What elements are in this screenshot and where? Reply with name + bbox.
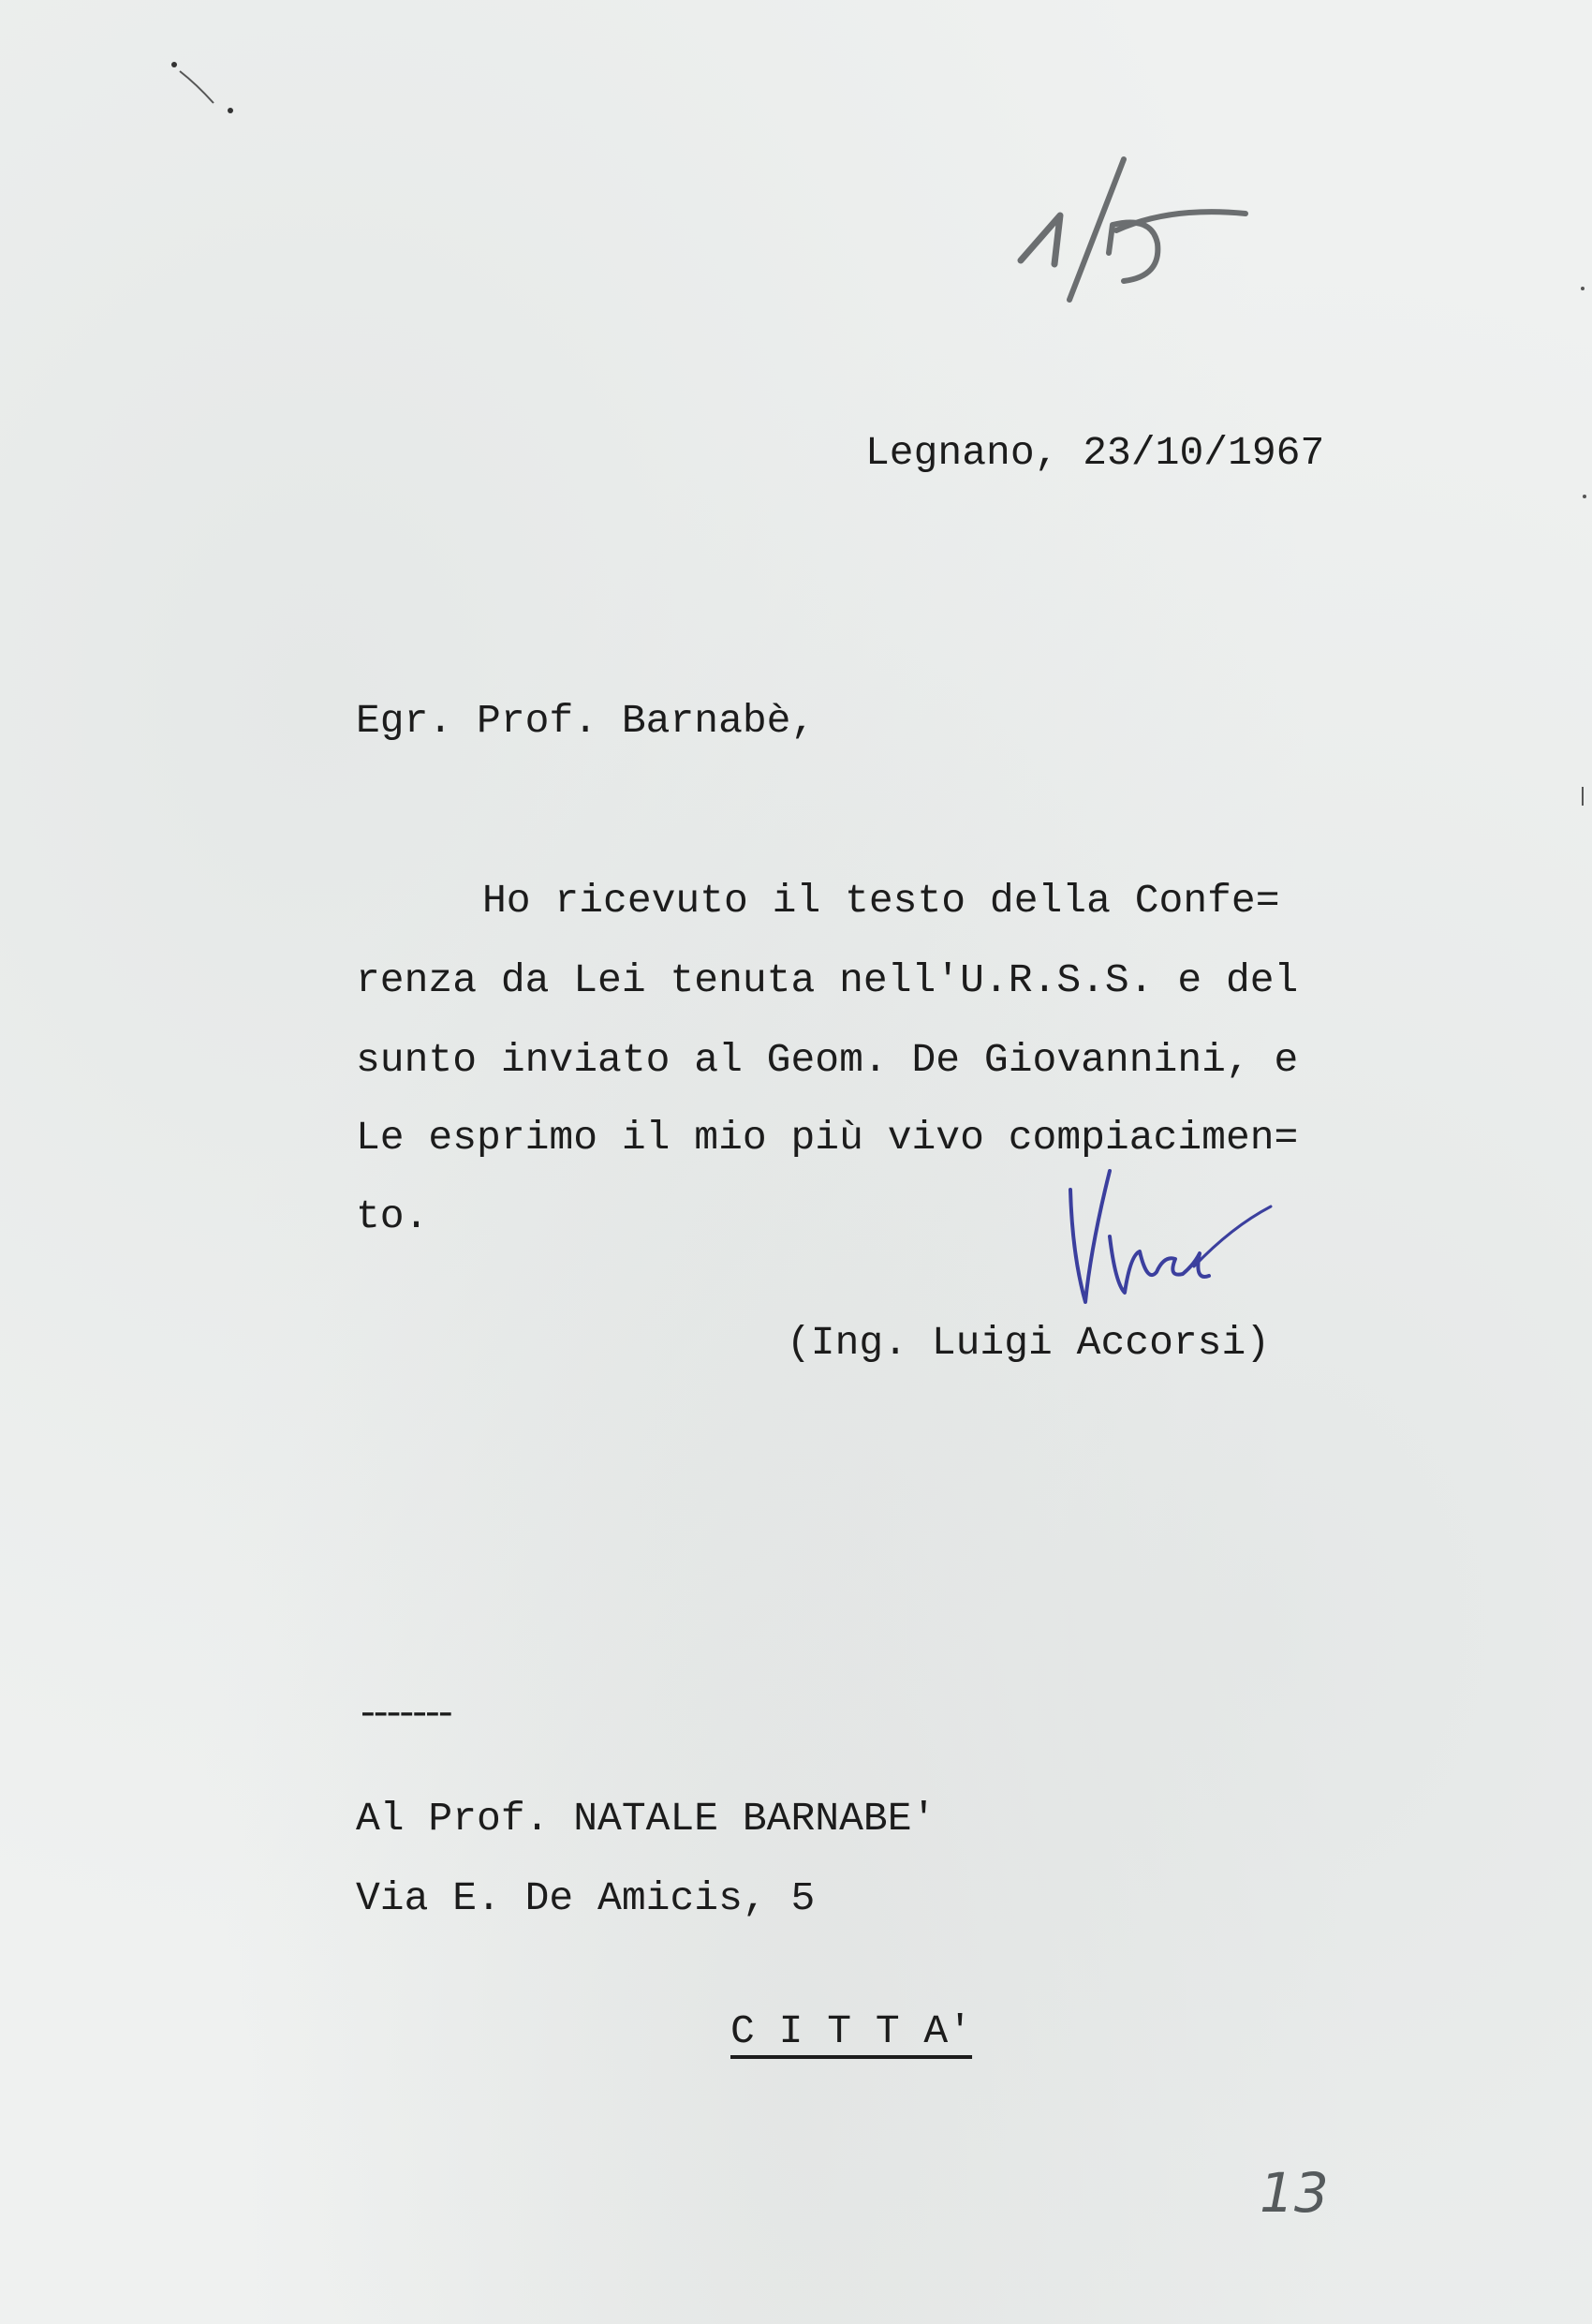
handwritten-reference-mark bbox=[1011, 150, 1255, 318]
recipient-line-2: Via E. De Amicis, 5 bbox=[356, 1875, 816, 1921]
recipient-line-1: Al Prof. NATALE BARNABE' bbox=[356, 1796, 936, 1842]
separator-line: ------- bbox=[356, 1691, 447, 1737]
body-line-2: renza da Lei tenuta nell'U.R.S.S. e del bbox=[356, 957, 1299, 1003]
corner-mark bbox=[169, 56, 243, 122]
edge-mark bbox=[1577, 281, 1590, 843]
body-line-4: Le esprimo il mio più vivo compiacimen= bbox=[356, 1115, 1299, 1161]
signatory-name: (Ing. Luigi Accorsi) bbox=[787, 1320, 1271, 1366]
page-number: 13 bbox=[1260, 2161, 1329, 2225]
body-line-5: to. bbox=[356, 1193, 429, 1239]
salutation: Egr. Prof. Barnabè, bbox=[356, 698, 816, 744]
body-line-1: Ho ricevuto il testo della Confe= bbox=[482, 878, 1280, 924]
body-line-3: sunto inviato al Geom. De Giovannini, e bbox=[356, 1037, 1299, 1083]
recipient-city: C I T T A' bbox=[730, 2008, 973, 2054]
handwritten-signature bbox=[1054, 1162, 1278, 1311]
place-date: Legnano, 23/10/1967 bbox=[865, 430, 1325, 476]
